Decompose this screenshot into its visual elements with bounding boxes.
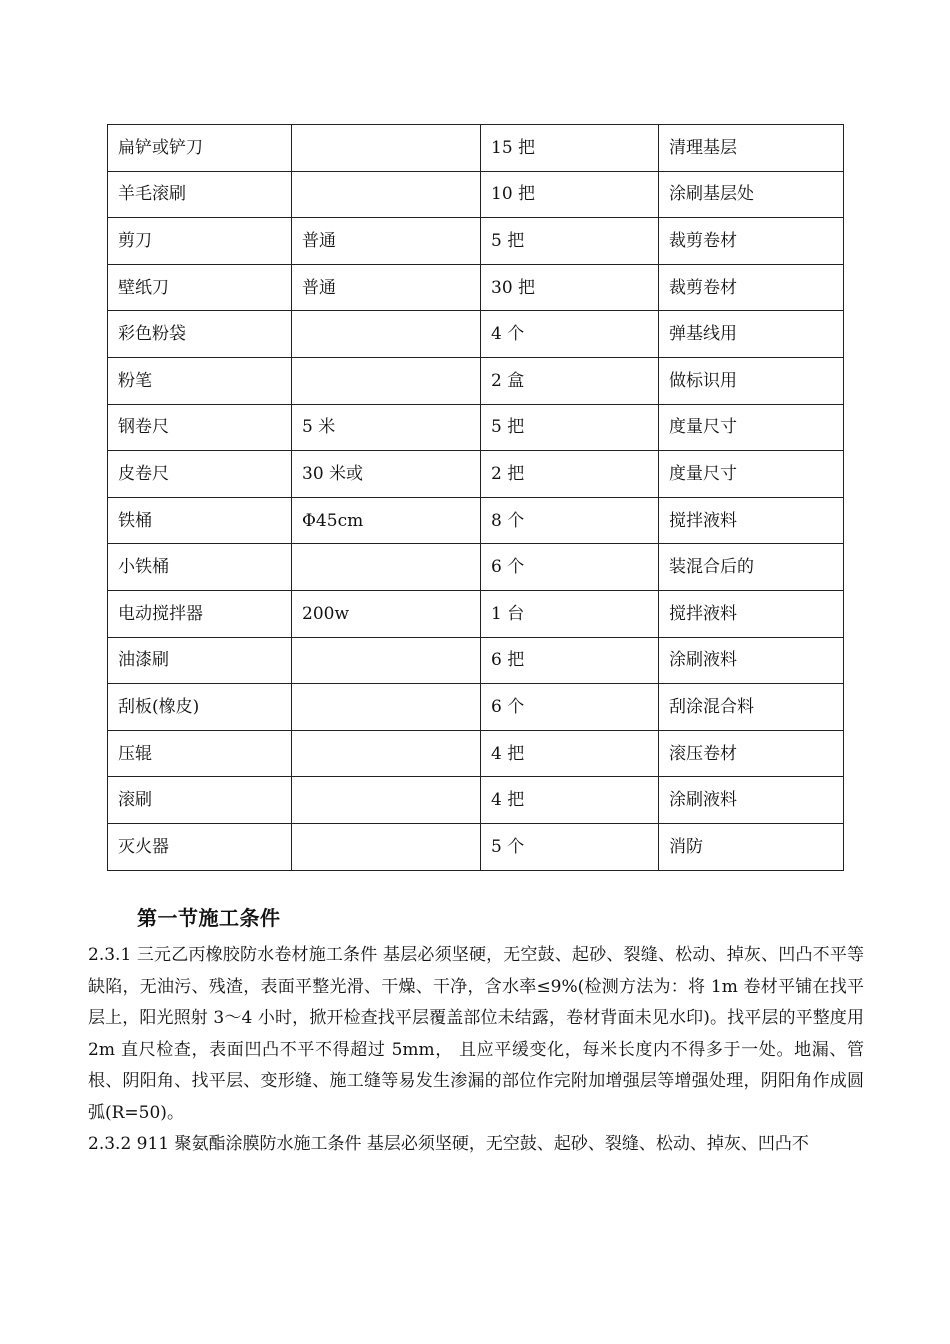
spec-cell — [292, 730, 481, 777]
tools-table-body — [108, 125, 844, 871]
spec-cell — [292, 637, 481, 684]
tool-name-cell: 铁桶 — [108, 497, 292, 544]
purpose-cell: 消防 — [659, 823, 844, 870]
purpose-cell: 涂刷液料 — [659, 777, 844, 824]
purpose-cell: 刮涂混合料 — [659, 684, 844, 731]
quantity-cell: 4 把 — [481, 777, 659, 824]
tool-name-cell: 彩色粉袋 — [108, 311, 292, 358]
purpose-cell: 滚压卷材 — [659, 730, 844, 777]
quantity-cell: 2 把 — [481, 451, 659, 498]
table-row — [108, 823, 844, 870]
spec-cell — [292, 684, 481, 731]
quantity-cell: 5 把 — [481, 404, 659, 451]
spec-cell: Φ45cm — [292, 497, 481, 544]
tool-name-cell: 壁纸刀 — [108, 264, 292, 311]
spec-cell: 30 米或 — [292, 451, 481, 498]
tool-name-cell: 油漆刷 — [108, 637, 292, 684]
table-row — [108, 218, 844, 265]
quantity-cell: 6 个 — [481, 544, 659, 591]
spec-cell — [292, 357, 481, 404]
body-text — [88, 940, 864, 1161]
quantity-cell: 5 把 — [481, 218, 659, 265]
purpose-cell: 涂刷基层处 — [659, 171, 844, 218]
table-row — [108, 590, 844, 637]
quantity-cell: 4 把 — [481, 730, 659, 777]
quantity-cell: 10 把 — [481, 171, 659, 218]
quantity-cell: 5 个 — [481, 823, 659, 870]
purpose-cell: 裁剪卷材 — [659, 264, 844, 311]
purpose-cell: 装混合后的 — [659, 544, 844, 591]
purpose-cell: 做标识用 — [659, 357, 844, 404]
spec-cell — [292, 544, 481, 591]
spec-cell: 200w — [292, 590, 481, 637]
tool-name-cell: 刮板(橡皮) — [108, 684, 292, 731]
table-row — [108, 637, 844, 684]
tool-name-cell: 粉笔 — [108, 357, 292, 404]
purpose-cell: 弹基线用 — [659, 311, 844, 358]
paragraph-2-3-1: 2.3.1 三元乙丙橡胶防水卷材施工条件 基层必须坚硬，无空鼓、起砂、裂缝、松动、掉灰、凹凸不平等缺陷，无油污、残渣，表面平整光滑、干燥、干净，含水率≤9%(检测方法为：将 1m 卷材平铺在找平层上，阳光照射 3～4 小时，掀开检查找平层覆盖部位未结露，卷材背面未见水印)。找平层的平整度用 2m 直尺检查，表面凹凸不平不得超过 5mm， 且应平缓变化，每米长度内不得多于一处。地漏、管根、阴阳角、找平层、变形缝、施工缝等易发生渗漏的部位作完附加增强层等增强处理，阴阳角作成圆弧(R=50)。 — [88, 945, 864, 1123]
table-row — [108, 264, 844, 311]
table-row — [108, 125, 844, 172]
table-row — [108, 171, 844, 218]
tool-name-cell: 皮卷尺 — [108, 451, 292, 498]
quantity-cell: 15 把 — [481, 125, 659, 172]
table-row — [108, 311, 844, 358]
purpose-cell: 度量尺寸 — [659, 404, 844, 451]
table-row — [108, 357, 844, 404]
table-row — [108, 497, 844, 544]
tool-name-cell: 灭火器 — [108, 823, 292, 870]
table-row — [108, 451, 844, 498]
table-row — [108, 684, 844, 731]
table-row — [108, 544, 844, 591]
quantity-cell: 6 把 — [481, 637, 659, 684]
spec-cell: 5 米 — [292, 404, 481, 451]
tool-name-cell: 电动搅拌器 — [108, 590, 292, 637]
section-title: 第一节施工条件 — [137, 906, 281, 930]
quantity-cell: 6 个 — [481, 684, 659, 731]
tool-name-cell: 滚刷 — [108, 777, 292, 824]
tool-name-cell: 剪刀 — [108, 218, 292, 265]
spec-cell: 普通 — [292, 264, 481, 311]
paragraph-2-3-2: 2.3.2 911 聚氨酯涂膜防水施工条件 基层必须坚硬，无空鼓、起砂、裂缝、松动、掉灰、凹凸不 — [88, 1134, 809, 1154]
spec-cell: 普通 — [292, 218, 481, 265]
quantity-cell: 2 盒 — [481, 357, 659, 404]
tool-name-cell: 扁铲或铲刀 — [108, 125, 292, 172]
purpose-cell: 清理基层 — [659, 125, 844, 172]
purpose-cell: 度量尺寸 — [659, 451, 844, 498]
table-row — [108, 777, 844, 824]
spec-cell — [292, 171, 481, 218]
spec-cell — [292, 777, 481, 824]
table-row — [108, 730, 844, 777]
tool-name-cell: 压辊 — [108, 730, 292, 777]
spec-cell — [292, 125, 481, 172]
tool-name-cell: 羊毛滚刷 — [108, 171, 292, 218]
table-row — [108, 404, 844, 451]
purpose-cell: 裁剪卷材 — [659, 218, 844, 265]
quantity-cell: 1 台 — [481, 590, 659, 637]
purpose-cell: 涂刷液料 — [659, 637, 844, 684]
quantity-cell: 30 把 — [481, 264, 659, 311]
tool-name-cell: 钢卷尺 — [108, 404, 292, 451]
spec-cell — [292, 311, 481, 358]
purpose-cell: 搅拌液料 — [659, 497, 844, 544]
spec-cell — [292, 823, 481, 870]
tool-name-cell: 小铁桶 — [108, 544, 292, 591]
purpose-cell: 搅拌液料 — [659, 590, 844, 637]
tools-table — [107, 124, 844, 871]
quantity-cell: 8 个 — [481, 497, 659, 544]
quantity-cell: 4 个 — [481, 311, 659, 358]
